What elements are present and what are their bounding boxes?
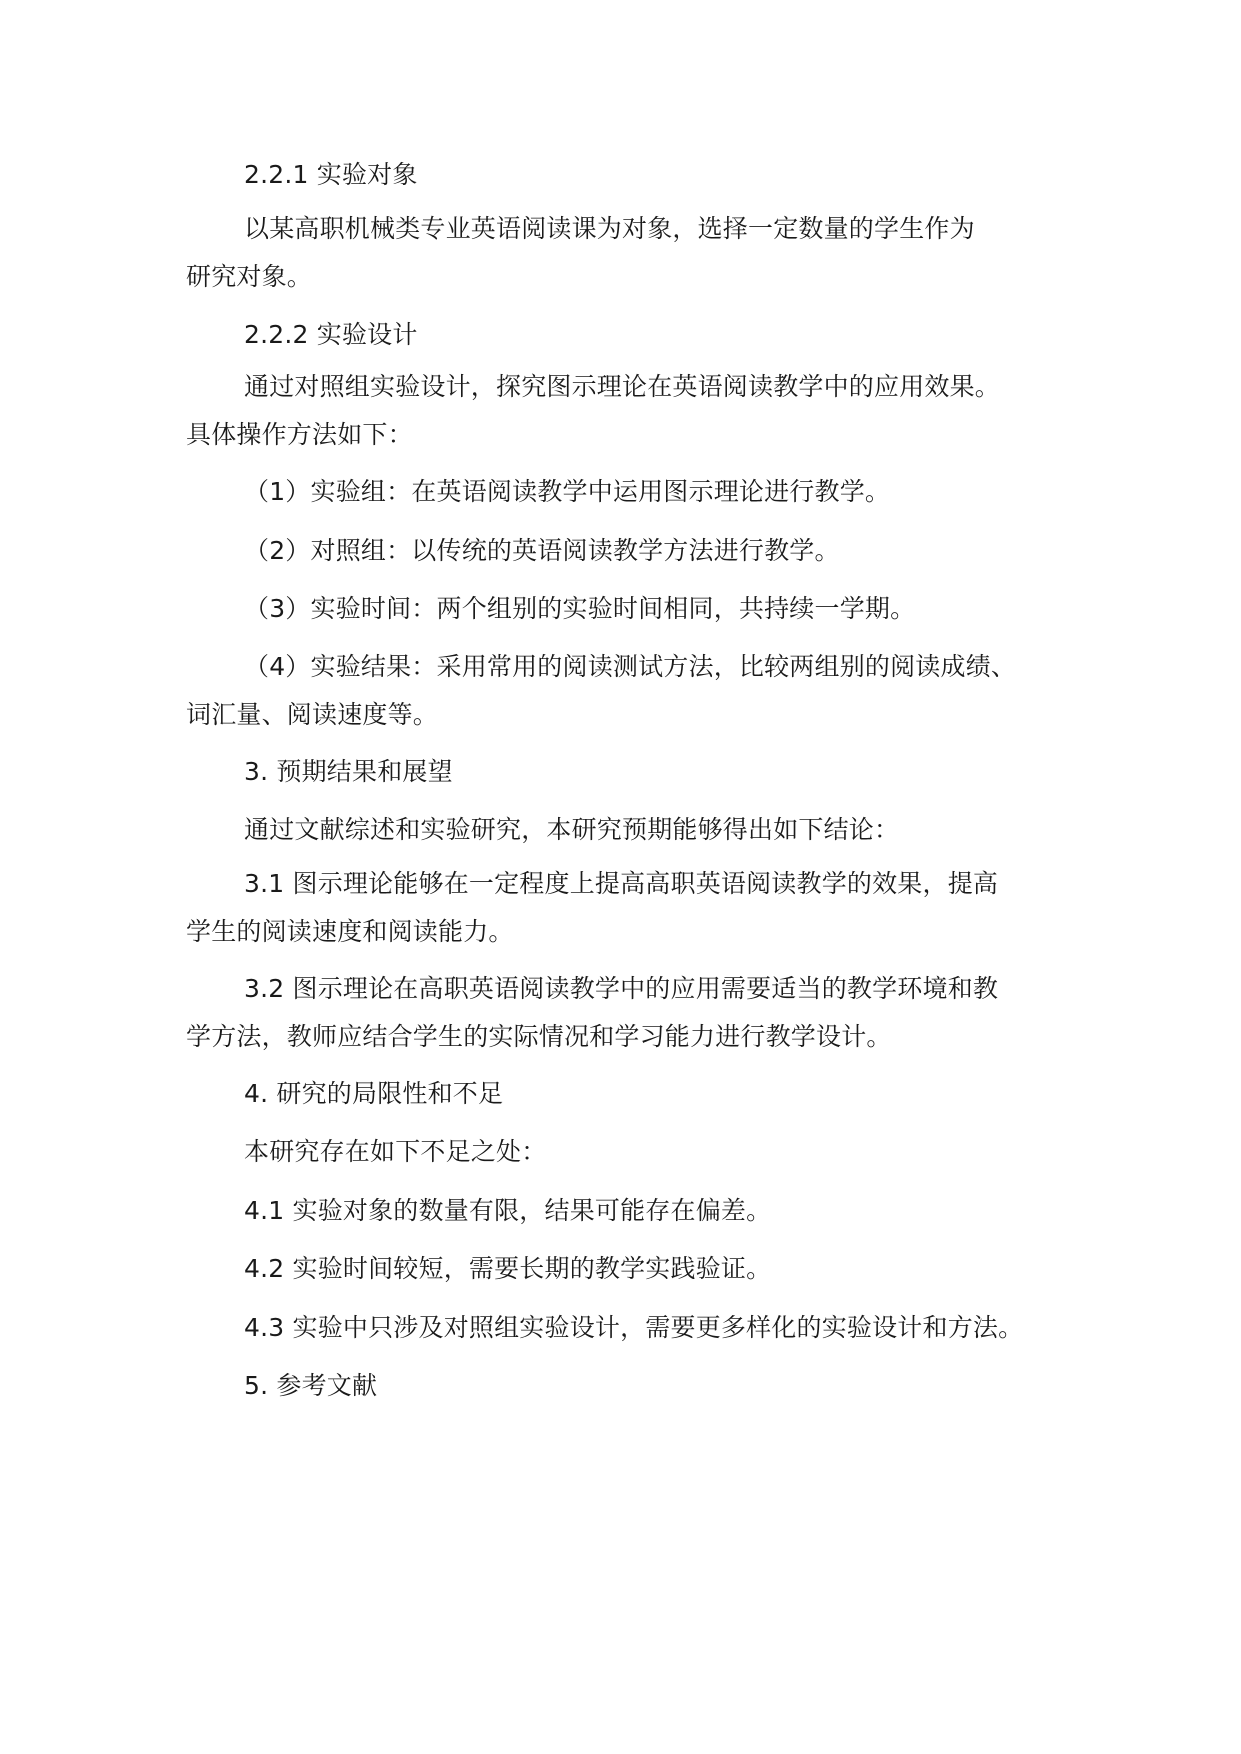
paragraph-line: 学生的阅读速度和阅读能力。 xyxy=(186,917,514,946)
list-item-continuation: 词汇量、阅读速度等。 xyxy=(186,700,439,729)
list-item: （1）实验组：在英语阅读教学中运用图示理论进行教学。 xyxy=(244,477,891,506)
paragraph-line: 以某高职机械类专业英语阅读课为对象，选择一定数量的学生作为 xyxy=(244,214,975,243)
paragraph-line: 本研究存在如下不足之处： xyxy=(244,1137,547,1166)
paragraph-line: 4.3 实验中只涉及对照组实验设计，需要更多样化的实验设计和方法。 xyxy=(244,1313,1024,1342)
heading-section-3: 3. 预期结果和展望 xyxy=(244,757,453,786)
paragraph-line: 学方法，教师应结合学生的实际情况和学习能力进行教学设计。 xyxy=(186,1022,892,1051)
heading-section-4: 4. 研究的局限性和不足 xyxy=(244,1079,504,1108)
list-item: （3）实验时间：两个组别的实验时间相同，共持续一学期。 xyxy=(244,594,916,623)
heading-2-2-1: 2.2.1 实验对象 xyxy=(244,160,418,189)
paragraph-line: 通过文献综述和实验研究，本研究预期能够得出如下结论： xyxy=(244,815,900,844)
paragraph-line: 通过对照组实验设计，探究图示理论在英语阅读教学中的应用效果。 xyxy=(244,372,1001,401)
paragraph-line: 3.1 图示理论能够在一定程度上提高高职英语阅读教学的效果，提高 xyxy=(244,869,999,898)
paragraph-line: 研究对象。 xyxy=(186,262,313,291)
paragraph-line: 具体操作方法如下： xyxy=(186,420,413,449)
heading-section-5: 5. 参考文献 xyxy=(244,1371,378,1400)
paragraph-line: 3.2 图示理论在高职英语阅读教学中的应用需要适当的教学环境和教 xyxy=(244,974,999,1003)
paragraph-line: 4.2 实验时间较短，需要长期的教学实践验证。 xyxy=(244,1254,772,1283)
list-item: （4）实验结果：采用常用的阅读测试方法，比较两组别的阅读成绩、 xyxy=(244,652,1017,681)
list-item: （2）对照组：以传统的英语阅读教学方法进行教学。 xyxy=(244,536,840,565)
heading-2-2-2: 2.2.2 实验设计 xyxy=(244,320,418,349)
paragraph-line: 4.1 实验对象的数量有限，结果可能存在偏差。 xyxy=(244,1196,772,1225)
